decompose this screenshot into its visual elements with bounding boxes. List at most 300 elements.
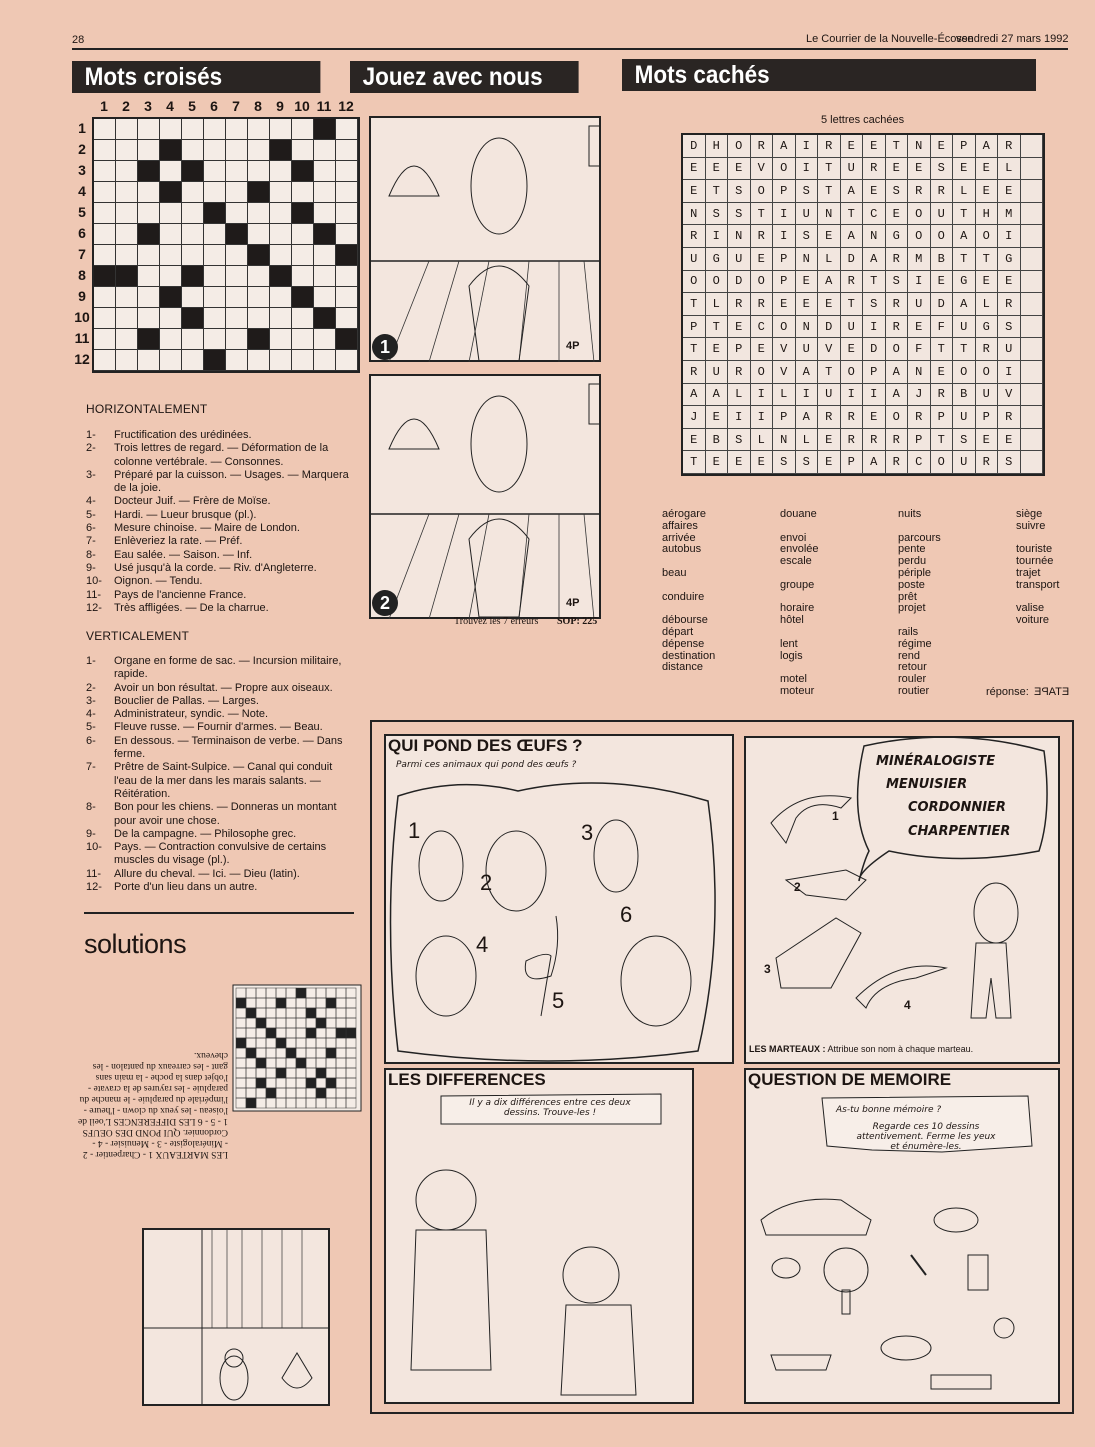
letter-cell[interactable]: U — [931, 203, 954, 226]
letter-cell[interactable]: E — [908, 316, 931, 339]
letter-cell[interactable]: E — [728, 451, 751, 474]
crossword-cell[interactable] — [182, 224, 204, 245]
crossword-cell[interactable] — [226, 182, 248, 203]
letter-cell[interactable]: G — [976, 316, 999, 339]
crossword-cell[interactable] — [204, 224, 226, 245]
crossword-cell[interactable] — [94, 161, 116, 182]
letter-cell[interactable]: V — [818, 338, 841, 361]
letter-cell[interactable]: I — [908, 271, 931, 294]
crossword-cell[interactable] — [314, 287, 336, 308]
crossword-cell[interactable] — [226, 308, 248, 329]
letter-cell[interactable]: V — [998, 384, 1021, 407]
letter-cell[interactable]: R — [728, 293, 751, 316]
letter-cell[interactable]: R — [841, 406, 864, 429]
crossword-cell[interactable] — [94, 224, 116, 245]
letter-cell[interactable] — [1021, 338, 1044, 361]
letter-cell[interactable]: O — [886, 406, 909, 429]
letter-cell[interactable]: P — [841, 451, 864, 474]
crossword-cell[interactable] — [292, 308, 314, 329]
letter-cell[interactable]: J — [908, 384, 931, 407]
letter-cell[interactable]: O — [841, 361, 864, 384]
letter-cell[interactable]: I — [841, 384, 864, 407]
crossword-cell[interactable] — [248, 308, 270, 329]
crossword-cell[interactable] — [336, 161, 358, 182]
letter-cell[interactable]: E — [818, 293, 841, 316]
letter-cell[interactable] — [1021, 384, 1044, 407]
crossword-cell[interactable] — [138, 140, 160, 161]
crossword-cell[interactable] — [116, 329, 138, 350]
crossword-cell[interactable] — [314, 350, 336, 371]
letter-cell[interactable]: T — [953, 203, 976, 226]
letter-cell[interactable]: E — [886, 158, 909, 181]
letter-cell[interactable]: I — [998, 225, 1021, 248]
letter-cell[interactable]: P — [773, 271, 796, 294]
letter-cell[interactable]: C — [751, 316, 774, 339]
crossword-cell[interactable] — [248, 140, 270, 161]
letter-cell[interactable]: R — [886, 451, 909, 474]
letter-cell[interactable]: I — [773, 225, 796, 248]
letter-cell[interactable]: T — [841, 293, 864, 316]
crossword-cell[interactable] — [116, 119, 138, 140]
letter-cell[interactable]: D — [728, 271, 751, 294]
letter-cell[interactable]: U — [953, 451, 976, 474]
letter-cell[interactable]: A — [773, 135, 796, 158]
crossword-cell[interactable] — [94, 119, 116, 140]
letter-cell[interactable]: R — [908, 180, 931, 203]
crossword-cell[interactable] — [116, 350, 138, 371]
letter-cell[interactable]: R — [998, 293, 1021, 316]
letter-cell[interactable]: E — [998, 271, 1021, 294]
letter-cell[interactable] — [1021, 293, 1044, 316]
crossword-cell[interactable] — [160, 329, 182, 350]
letter-cell[interactable]: U — [796, 203, 819, 226]
letter-cell[interactable]: F — [908, 338, 931, 361]
crossword-cell[interactable] — [314, 182, 336, 203]
crossword-cell[interactable] — [336, 224, 358, 245]
letter-cell[interactable]: R — [841, 271, 864, 294]
letter-cell[interactable]: E — [796, 293, 819, 316]
letter-cell[interactable]: P — [773, 180, 796, 203]
letter-cell[interactable]: O — [683, 271, 706, 294]
letter-cell[interactable]: S — [796, 180, 819, 203]
crossword-cell[interactable] — [116, 245, 138, 266]
letter-cell[interactable]: N — [796, 248, 819, 271]
crossword-cell[interactable] — [182, 350, 204, 371]
letter-cell[interactable]: T — [931, 429, 954, 452]
letter-cell[interactable]: I — [706, 225, 729, 248]
crossword-cell[interactable] — [138, 119, 160, 140]
crossword-cell[interactable] — [204, 308, 226, 329]
letter-cell[interactable]: O — [773, 316, 796, 339]
letter-cell[interactable]: H — [706, 135, 729, 158]
letter-cell[interactable] — [1021, 406, 1044, 429]
crossword-cell[interactable] — [248, 224, 270, 245]
letter-cell[interactable]: D — [931, 293, 954, 316]
crossword-cell[interactable] — [116, 224, 138, 245]
crossword-cell[interactable] — [314, 329, 336, 350]
letter-cell[interactable] — [1021, 316, 1044, 339]
crossword-cell[interactable] — [336, 350, 358, 371]
letter-cell[interactable]: O — [706, 271, 729, 294]
letter-cell[interactable]: E — [863, 406, 886, 429]
letter-cell[interactable]: P — [976, 406, 999, 429]
letter-cell[interactable] — [1021, 248, 1044, 271]
crossword-cell[interactable] — [270, 161, 292, 182]
letter-cell[interactable]: R — [751, 135, 774, 158]
letter-cell[interactable]: N — [908, 135, 931, 158]
letter-cell[interactable]: O — [931, 451, 954, 474]
crossword-cell[interactable] — [94, 329, 116, 350]
crossword-cell[interactable] — [270, 350, 292, 371]
letter-cell[interactable]: N — [796, 316, 819, 339]
crossword-cell[interactable] — [248, 203, 270, 224]
letter-cell[interactable]: E — [863, 135, 886, 158]
crossword-cell[interactable] — [138, 203, 160, 224]
letter-cell[interactable]: E — [818, 451, 841, 474]
crossword-cell[interactable] — [270, 203, 292, 224]
letter-cell[interactable]: L — [976, 293, 999, 316]
letter-cell[interactable] — [1021, 225, 1044, 248]
crossword-cell[interactable] — [226, 350, 248, 371]
letter-cell[interactable]: N — [818, 203, 841, 226]
crossword-cell[interactable] — [226, 245, 248, 266]
crossword-cell[interactable] — [204, 329, 226, 350]
crossword-cell[interactable] — [94, 203, 116, 224]
letter-cell[interactable]: V — [751, 158, 774, 181]
crossword-cell[interactable] — [204, 266, 226, 287]
crossword-cell[interactable] — [160, 245, 182, 266]
letter-cell[interactable]: R — [998, 135, 1021, 158]
crossword-cell[interactable] — [314, 140, 336, 161]
letter-cell[interactable]: S — [953, 429, 976, 452]
letter-cell[interactable]: E — [976, 158, 999, 181]
letter-cell[interactable]: O — [773, 158, 796, 181]
crossword-cell[interactable] — [270, 245, 292, 266]
letter-cell[interactable]: T — [683, 293, 706, 316]
letter-cell[interactable]: S — [706, 203, 729, 226]
letter-cell[interactable]: U — [953, 316, 976, 339]
letter-cell[interactable]: E — [931, 135, 954, 158]
letter-cell[interactable]: U — [908, 293, 931, 316]
letter-cell[interactable]: S — [931, 158, 954, 181]
letter-cell[interactable]: E — [908, 158, 931, 181]
letter-cell[interactable]: E — [773, 293, 796, 316]
crossword-cell[interactable] — [248, 119, 270, 140]
letter-cell[interactable]: S — [886, 271, 909, 294]
letter-cell[interactable]: L — [728, 384, 751, 407]
letter-cell[interactable]: O — [728, 135, 751, 158]
crossword-cell[interactable] — [336, 119, 358, 140]
crossword-cell[interactable] — [182, 329, 204, 350]
letter-cell[interactable]: P — [863, 361, 886, 384]
letter-cell[interactable]: R — [976, 451, 999, 474]
letter-cell[interactable]: E — [998, 429, 1021, 452]
letter-cell[interactable]: U — [976, 384, 999, 407]
letter-cell[interactable]: S — [728, 203, 751, 226]
letter-cell[interactable]: A — [886, 361, 909, 384]
crossword-cell[interactable] — [116, 308, 138, 329]
letter-cell[interactable]: B — [931, 248, 954, 271]
letter-cell[interactable]: S — [998, 451, 1021, 474]
crossword-cell[interactable] — [226, 287, 248, 308]
letter-cell[interactable]: R — [886, 248, 909, 271]
letter-cell[interactable]: B — [706, 429, 729, 452]
letter-cell[interactable] — [1021, 158, 1044, 181]
letter-cell[interactable]: U — [841, 158, 864, 181]
crossword-cell[interactable] — [160, 350, 182, 371]
crossword-cell[interactable] — [204, 182, 226, 203]
letter-cell[interactable]: L — [818, 248, 841, 271]
letter-cell[interactable]: N — [908, 361, 931, 384]
crossword-cell[interactable] — [292, 266, 314, 287]
letter-cell[interactable]: O — [976, 225, 999, 248]
letter-cell[interactable]: A — [886, 384, 909, 407]
crossword-cell[interactable] — [204, 119, 226, 140]
letter-cell[interactable]: R — [931, 180, 954, 203]
letter-cell[interactable]: S — [773, 451, 796, 474]
crossword-cell[interactable] — [116, 182, 138, 203]
letter-cell[interactable]: E — [886, 203, 909, 226]
letter-cell[interactable]: A — [863, 248, 886, 271]
letter-cell[interactable] — [1021, 135, 1044, 158]
letter-cell[interactable]: I — [998, 361, 1021, 384]
crossword-cell[interactable] — [292, 245, 314, 266]
letter-cell[interactable]: I — [728, 406, 751, 429]
crossword-cell[interactable] — [292, 350, 314, 371]
crossword-cell[interactable] — [248, 266, 270, 287]
crossword-cell[interactable] — [314, 203, 336, 224]
crossword-cell[interactable] — [160, 119, 182, 140]
letter-cell[interactable]: H — [976, 203, 999, 226]
letter-cell[interactable]: O — [908, 225, 931, 248]
letter-cell[interactable]: T — [976, 248, 999, 271]
crossword-cell[interactable] — [314, 266, 336, 287]
letter-cell[interactable]: T — [706, 180, 729, 203]
letter-cell[interactable]: E — [796, 271, 819, 294]
letter-cell[interactable]: U — [706, 361, 729, 384]
crossword-cell[interactable] — [116, 161, 138, 182]
letter-cell[interactable]: S — [998, 316, 1021, 339]
letter-cell[interactable]: U — [728, 248, 751, 271]
letter-cell[interactable]: R — [751, 225, 774, 248]
letter-cell[interactable]: D — [863, 338, 886, 361]
letter-cell[interactable]: O — [908, 203, 931, 226]
letter-cell[interactable]: I — [796, 135, 819, 158]
letter-cell[interactable]: A — [841, 225, 864, 248]
letter-cell[interactable]: E — [931, 271, 954, 294]
letter-cell[interactable]: E — [976, 429, 999, 452]
letter-cell[interactable]: D — [683, 135, 706, 158]
letter-cell[interactable]: E — [863, 180, 886, 203]
letter-cell[interactable] — [1021, 271, 1044, 294]
letter-cell[interactable]: R — [841, 429, 864, 452]
crossword-cell[interactable] — [270, 119, 292, 140]
letter-cell[interactable]: R — [908, 406, 931, 429]
letter-cell[interactable]: A — [796, 361, 819, 384]
crossword-cell[interactable] — [94, 308, 116, 329]
letter-cell[interactable]: R — [818, 406, 841, 429]
letter-cell[interactable] — [1021, 180, 1044, 203]
crossword-cell[interactable] — [182, 203, 204, 224]
crossword-cell[interactable] — [94, 350, 116, 371]
crossword-cell[interactable] — [248, 161, 270, 182]
crossword-cell[interactable] — [138, 350, 160, 371]
letter-cell[interactable]: E — [841, 135, 864, 158]
crossword-cell[interactable] — [226, 140, 248, 161]
letter-cell[interactable]: O — [976, 361, 999, 384]
letter-cell[interactable]: T — [841, 203, 864, 226]
crossword-cell[interactable] — [182, 182, 204, 203]
letter-cell[interactable]: N — [773, 429, 796, 452]
crossword-cell[interactable] — [94, 245, 116, 266]
letter-cell[interactable]: I — [773, 203, 796, 226]
crossword-cell[interactable] — [160, 161, 182, 182]
letter-cell[interactable]: E — [818, 429, 841, 452]
letter-cell[interactable] — [1021, 451, 1044, 474]
letter-cell[interactable]: R — [751, 293, 774, 316]
letter-cell[interactable]: S — [796, 225, 819, 248]
crossword-cell[interactable] — [116, 203, 138, 224]
crossword-cell[interactable] — [226, 329, 248, 350]
letter-cell[interactable]: A — [841, 180, 864, 203]
letter-cell[interactable]: T — [886, 135, 909, 158]
letter-cell[interactable]: C — [863, 203, 886, 226]
letter-cell[interactable]: M — [998, 203, 1021, 226]
letter-cell[interactable]: G — [706, 248, 729, 271]
letter-cell[interactable]: A — [706, 384, 729, 407]
crossword-cell[interactable] — [116, 140, 138, 161]
letter-cell[interactable]: P — [931, 406, 954, 429]
letter-cell[interactable]: R — [863, 158, 886, 181]
letter-cell[interactable]: L — [773, 384, 796, 407]
letter-cell[interactable]: R — [976, 338, 999, 361]
crossword-cell[interactable] — [182, 119, 204, 140]
letter-cell[interactable]: P — [908, 429, 931, 452]
letter-cell[interactable]: G — [953, 271, 976, 294]
letter-cell[interactable]: E — [683, 429, 706, 452]
crossword-cell[interactable] — [226, 119, 248, 140]
crossword-cell[interactable] — [248, 350, 270, 371]
letter-cell[interactable]: A — [976, 135, 999, 158]
crossword-cell[interactable] — [204, 140, 226, 161]
letter-cell[interactable]: E — [751, 451, 774, 474]
letter-cell[interactable]: D — [818, 316, 841, 339]
crossword-cell[interactable] — [204, 245, 226, 266]
letter-cell[interactable]: E — [706, 406, 729, 429]
letter-cell[interactable]: J — [683, 406, 706, 429]
letter-cell[interactable]: M — [908, 248, 931, 271]
letter-cell[interactable]: S — [886, 180, 909, 203]
letter-cell[interactable]: U — [998, 338, 1021, 361]
letter-cell[interactable]: P — [728, 338, 751, 361]
crossword-cell[interactable] — [204, 287, 226, 308]
crossword-cell[interactable] — [160, 308, 182, 329]
letter-cell[interactable]: G — [998, 248, 1021, 271]
crossword-cell[interactable] — [336, 266, 358, 287]
letter-cell[interactable]: A — [818, 271, 841, 294]
letter-cell[interactable]: O — [751, 271, 774, 294]
crossword-cell[interactable] — [270, 329, 292, 350]
letter-cell[interactable]: I — [796, 384, 819, 407]
crossword-grid[interactable] — [92, 117, 360, 373]
letter-cell[interactable]: E — [818, 225, 841, 248]
crossword-cell[interactable] — [138, 182, 160, 203]
letter-cell[interactable]: E — [998, 180, 1021, 203]
letter-cell[interactable]: R — [886, 316, 909, 339]
letter-cell[interactable]: T — [931, 338, 954, 361]
letter-cell[interactable]: T — [953, 248, 976, 271]
letter-cell[interactable]: V — [773, 338, 796, 361]
letter-cell[interactable]: B — [953, 384, 976, 407]
crossword-cell[interactable] — [182, 287, 204, 308]
letter-cell[interactable]: V — [773, 361, 796, 384]
letter-cell[interactable]: S — [796, 451, 819, 474]
letter-cell[interactable]: E — [976, 180, 999, 203]
cartoon-panel-1[interactable] — [369, 116, 601, 362]
letter-cell[interactable]: A — [953, 225, 976, 248]
letter-cell[interactable]: S — [728, 429, 751, 452]
crossword-cell[interactable] — [94, 182, 116, 203]
letter-cell[interactable]: L — [953, 180, 976, 203]
crossword-cell[interactable] — [182, 245, 204, 266]
letter-cell[interactable]: R — [998, 406, 1021, 429]
letter-cell[interactable]: U — [841, 316, 864, 339]
letter-cell[interactable]: E — [706, 338, 729, 361]
letter-cell[interactable]: R — [683, 361, 706, 384]
crossword-cell[interactable] — [270, 308, 292, 329]
letter-cell[interactable]: T — [818, 158, 841, 181]
crossword-cell[interactable] — [292, 329, 314, 350]
letter-cell[interactable]: T — [953, 338, 976, 361]
letter-cell[interactable]: E — [683, 180, 706, 203]
crossword-cell[interactable] — [292, 119, 314, 140]
letter-cell[interactable]: U — [683, 248, 706, 271]
letter-cell[interactable]: R — [818, 135, 841, 158]
crossword-cell[interactable] — [314, 161, 336, 182]
letter-cell[interactable]: I — [863, 316, 886, 339]
crossword-cell[interactable] — [160, 266, 182, 287]
letter-cell[interactable]: A — [863, 451, 886, 474]
crossword-cell[interactable] — [270, 287, 292, 308]
letter-cell[interactable]: T — [683, 451, 706, 474]
letter-cell[interactable]: S — [863, 293, 886, 316]
letter-cell[interactable]: E — [841, 338, 864, 361]
letter-cell[interactable]: U — [818, 384, 841, 407]
letter-cell[interactable] — [1021, 429, 1044, 452]
cartoon-panel-2[interactable] — [369, 374, 601, 619]
letter-cell[interactable]: I — [751, 384, 774, 407]
letter-cell[interactable]: E — [931, 361, 954, 384]
letter-cell[interactable]: E — [751, 338, 774, 361]
letter-cell[interactable]: N — [683, 203, 706, 226]
letter-cell[interactable]: E — [728, 316, 751, 339]
crossword-cell[interactable] — [160, 224, 182, 245]
letter-cell[interactable]: T — [706, 316, 729, 339]
crossword-cell[interactable] — [138, 287, 160, 308]
letter-cell[interactable]: I — [863, 384, 886, 407]
crossword-cell[interactable] — [226, 161, 248, 182]
letter-cell[interactable]: R — [931, 384, 954, 407]
crossword-cell[interactable] — [160, 203, 182, 224]
letter-cell[interactable]: E — [976, 271, 999, 294]
crossword-cell[interactable] — [336, 308, 358, 329]
wordsearch-grid[interactable] — [681, 133, 1045, 476]
letter-cell[interactable]: O — [953, 361, 976, 384]
letter-cell[interactable]: G — [886, 225, 909, 248]
letter-cell[interactable]: O — [931, 225, 954, 248]
crossword-cell[interactable] — [336, 203, 358, 224]
letter-cell[interactable] — [1021, 203, 1044, 226]
